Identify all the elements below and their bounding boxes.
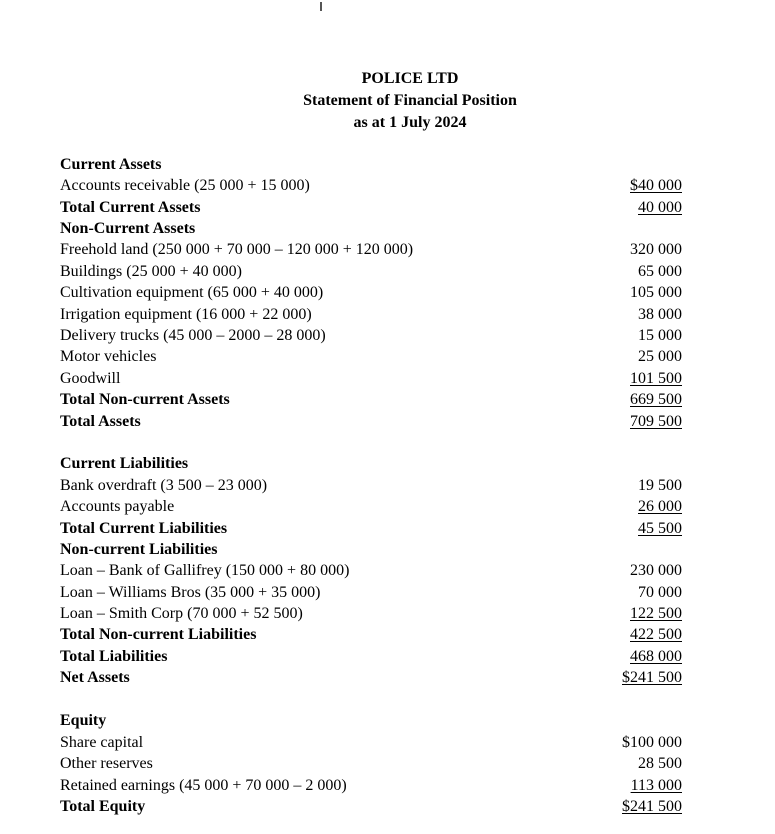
section-heading-current-assets [60, 154, 682, 175]
line-item-label: Loan – Bank of Gallifrey (150 000 + 80 000) [60, 562, 350, 579]
line-item [60, 475, 682, 496]
total-label: Total Current Liabilities [60, 520, 228, 537]
line-item-amount: 28 500 [638, 755, 682, 772]
line-item-label: Delivery trucks (45 000 – 2000 – 28 000) [60, 327, 326, 344]
line-item [60, 753, 682, 774]
line-item-amount: 230 000 [630, 562, 682, 579]
line-item-label: Accounts receivable (25 000 + 15 000) [60, 177, 310, 194]
line-item-label: Irrigation equipment (16 000 + 22 000) [60, 306, 312, 323]
line-item-amount: 101 500 [630, 370, 682, 387]
section-heading-non-current-liabilities [60, 539, 682, 560]
total-amount: 709 500 [630, 413, 682, 430]
total-amount: $241 500 [622, 669, 682, 686]
total-equity [60, 796, 682, 817]
total-label: Net Assets [60, 669, 130, 686]
line-item-label: Share capital [60, 734, 144, 751]
total-label: Total Liabilities [60, 648, 168, 665]
section-heading-current-liabilities [60, 453, 682, 474]
line-item-amount: 70 000 [638, 584, 682, 601]
line-item-label: Cultivation equipment (65 000 + 40 000) [60, 284, 324, 301]
line-item [60, 261, 682, 282]
line-item-label: Retained earnings (45 000 + 70 000 – 2 000) [60, 777, 347, 794]
section-heading-non-current-assets [60, 218, 682, 239]
total-label: Total Equity [60, 798, 146, 815]
total-current-assets [60, 197, 682, 218]
line-item [60, 775, 682, 796]
line-item [60, 282, 682, 303]
section-heading: Non-Current Assets [60, 220, 196, 237]
line-item-label: Loan – Smith Corp (70 000 + 52 500) [60, 605, 303, 622]
total-label: Total Current Assets [60, 199, 201, 216]
total-assets [60, 411, 682, 432]
total-liabilities [60, 646, 682, 667]
total-current-liabilities [60, 518, 682, 539]
line-item [60, 603, 682, 624]
line-item [60, 496, 682, 517]
line-item [60, 175, 682, 196]
line-item [60, 732, 682, 753]
total-amount: 422 500 [630, 626, 682, 643]
net-assets [60, 667, 682, 688]
total-amount: 40 000 [638, 199, 682, 216]
line-item-label: Loan – Williams Bros (35 000 + 35 000) [60, 584, 321, 601]
line-item-amount: $40 000 [630, 177, 682, 194]
line-item-label: Motor vehicles [60, 348, 157, 365]
line-item-amount: 122 500 [630, 605, 682, 622]
line-item-label: Freehold land (250 000 + 70 000 – 120 000 + 120 000) [60, 241, 414, 258]
section-heading-equity [60, 710, 682, 731]
line-item [60, 325, 682, 346]
line-item-amount: 320 000 [630, 241, 682, 258]
line-item-amount: $100 000 [622, 734, 682, 751]
line-item-amount: 19 500 [638, 477, 682, 494]
line-item-amount: 25 000 [638, 348, 682, 365]
total-non-current-liabilities [60, 624, 682, 645]
line-item-label: Accounts payable [60, 498, 175, 515]
section-heading: Current Liabilities [60, 455, 189, 472]
total-amount: 45 500 [638, 520, 682, 537]
total-label: Total Non-current Assets [60, 391, 230, 408]
statement-title: Statement of Financial Position [303, 92, 517, 109]
line-item-label: Other reserves [60, 755, 153, 772]
total-amount: 669 500 [630, 391, 682, 408]
line-item-label: Bank overdraft (3 500 – 23 000) [60, 477, 268, 494]
section-heading: Equity [60, 712, 107, 729]
line-item-amount: 38 000 [638, 306, 682, 323]
section-heading: Current Assets [60, 156, 162, 173]
company-name: POLICE LTD [361, 70, 459, 87]
line-item-amount: 26 000 [638, 498, 682, 515]
line-item-label: Buildings (25 000 + 40 000) [60, 263, 242, 280]
statement-date: as at 1 July 2024 [353, 114, 467, 131]
total-label: Total Assets [60, 413, 141, 430]
line-item [60, 239, 682, 260]
line-item-amount: 113 000 [630, 777, 682, 794]
line-item-amount: 105 000 [630, 284, 682, 301]
page-mark [320, 2, 322, 11]
line-item [60, 368, 682, 389]
section-heading: Non-current Liabilities [60, 541, 218, 558]
total-amount: 468 000 [630, 648, 682, 665]
total-amount: $241 500 [622, 798, 682, 815]
line-item-label: Goodwill [60, 370, 121, 387]
line-item [60, 582, 682, 603]
line-item-amount: 65 000 [638, 263, 682, 280]
line-item [60, 304, 682, 325]
line-item [60, 560, 682, 581]
line-item [60, 346, 682, 367]
line-item-amount: 15 000 [638, 327, 682, 344]
total-non-current-assets [60, 389, 682, 410]
total-label: Total Non-current Liabilities [60, 626, 257, 643]
